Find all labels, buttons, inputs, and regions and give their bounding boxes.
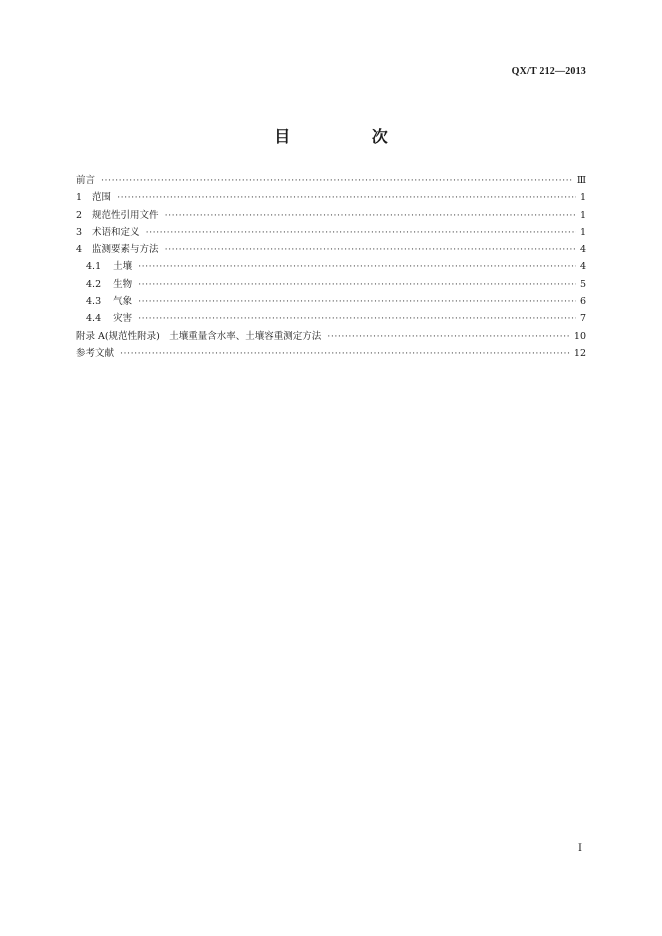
toc-entry-number: 4.4 xyxy=(86,313,102,325)
page-title: 目 次 xyxy=(274,127,426,146)
toc-entry-scope[interactable] xyxy=(76,189,586,206)
toc-entry-label: 土壤 xyxy=(113,261,133,273)
toc-entry-page: 10 xyxy=(573,330,586,342)
toc-dot-leader xyxy=(138,276,576,293)
toc-entry-normative-references[interactable] xyxy=(76,207,586,224)
toc-entry-preface[interactable] xyxy=(76,172,586,189)
toc-entry-label: 灾害 xyxy=(113,313,133,325)
page-number: Ⅰ xyxy=(578,843,582,854)
toc-dot-leader xyxy=(120,345,570,362)
toc-dot-leader xyxy=(138,258,576,275)
toc-entry-page: 6 xyxy=(579,296,586,308)
toc-entry-terms-definitions[interactable] xyxy=(76,224,586,241)
toc-entry-number: 4 xyxy=(76,244,83,256)
toc-entry-label: 前言 xyxy=(76,175,96,186)
toc-entry-page: 7 xyxy=(579,313,586,325)
toc-entry-number: 2 xyxy=(76,209,83,221)
toc-entry-number: 3 xyxy=(76,226,83,238)
toc-entry-appendix-a[interactable] xyxy=(76,328,586,345)
toc-entry-soil[interactable] xyxy=(76,258,586,275)
toc-dot-leader xyxy=(138,310,576,327)
toc-entry-number: 4.3 xyxy=(86,296,102,308)
toc-dot-leader xyxy=(138,293,576,310)
toc-entry-biology[interactable] xyxy=(76,276,586,293)
toc-entry-monitoring-methods[interactable] xyxy=(76,241,586,258)
toc-entry-label: 附录 A(规范性附录) 土壤重量含水率、土壤容重测定方法 xyxy=(76,330,322,342)
table-of-contents xyxy=(76,172,586,362)
toc-entry-page: 1 xyxy=(579,226,586,238)
toc-dot-leader xyxy=(101,172,573,189)
toc-entry-label: 气象 xyxy=(113,296,133,308)
toc-entry-meteorology[interactable] xyxy=(76,293,586,310)
toc-entry-number: 4.1 xyxy=(86,261,102,273)
toc-dot-leader xyxy=(165,207,576,224)
toc-entry-number: 4.2 xyxy=(86,278,102,290)
toc-entry-label: 监测要素与方法 xyxy=(92,244,159,256)
toc-dot-leader xyxy=(117,189,576,206)
toc-entry-label: 术语和定义 xyxy=(92,226,140,238)
toc-entry-label: 生物 xyxy=(113,278,133,290)
toc-entry-label: 规范性引用文件 xyxy=(92,209,159,221)
toc-entry-page: 12 xyxy=(573,347,586,359)
toc-dot-leader xyxy=(327,328,570,345)
toc-dot-leader xyxy=(165,241,576,258)
toc-entry-label: 范围 xyxy=(92,192,112,204)
toc-entry-page: Ⅲ xyxy=(576,175,586,186)
toc-entry-disaster[interactable] xyxy=(76,310,586,327)
toc-entry-page: 1 xyxy=(579,192,586,204)
toc-entry-bibliography[interactable] xyxy=(76,345,586,362)
toc-entry-label: 参考文献 xyxy=(76,347,115,359)
toc-dot-leader xyxy=(146,224,576,241)
standard-code: QX/T 212—2013 xyxy=(511,66,586,77)
toc-entry-number: 1 xyxy=(76,192,83,204)
toc-entry-page: 4 xyxy=(579,261,586,273)
toc-entry-page: 4 xyxy=(579,244,586,256)
toc-entry-page: 5 xyxy=(579,278,586,290)
toc-entry-page: 1 xyxy=(579,209,586,221)
